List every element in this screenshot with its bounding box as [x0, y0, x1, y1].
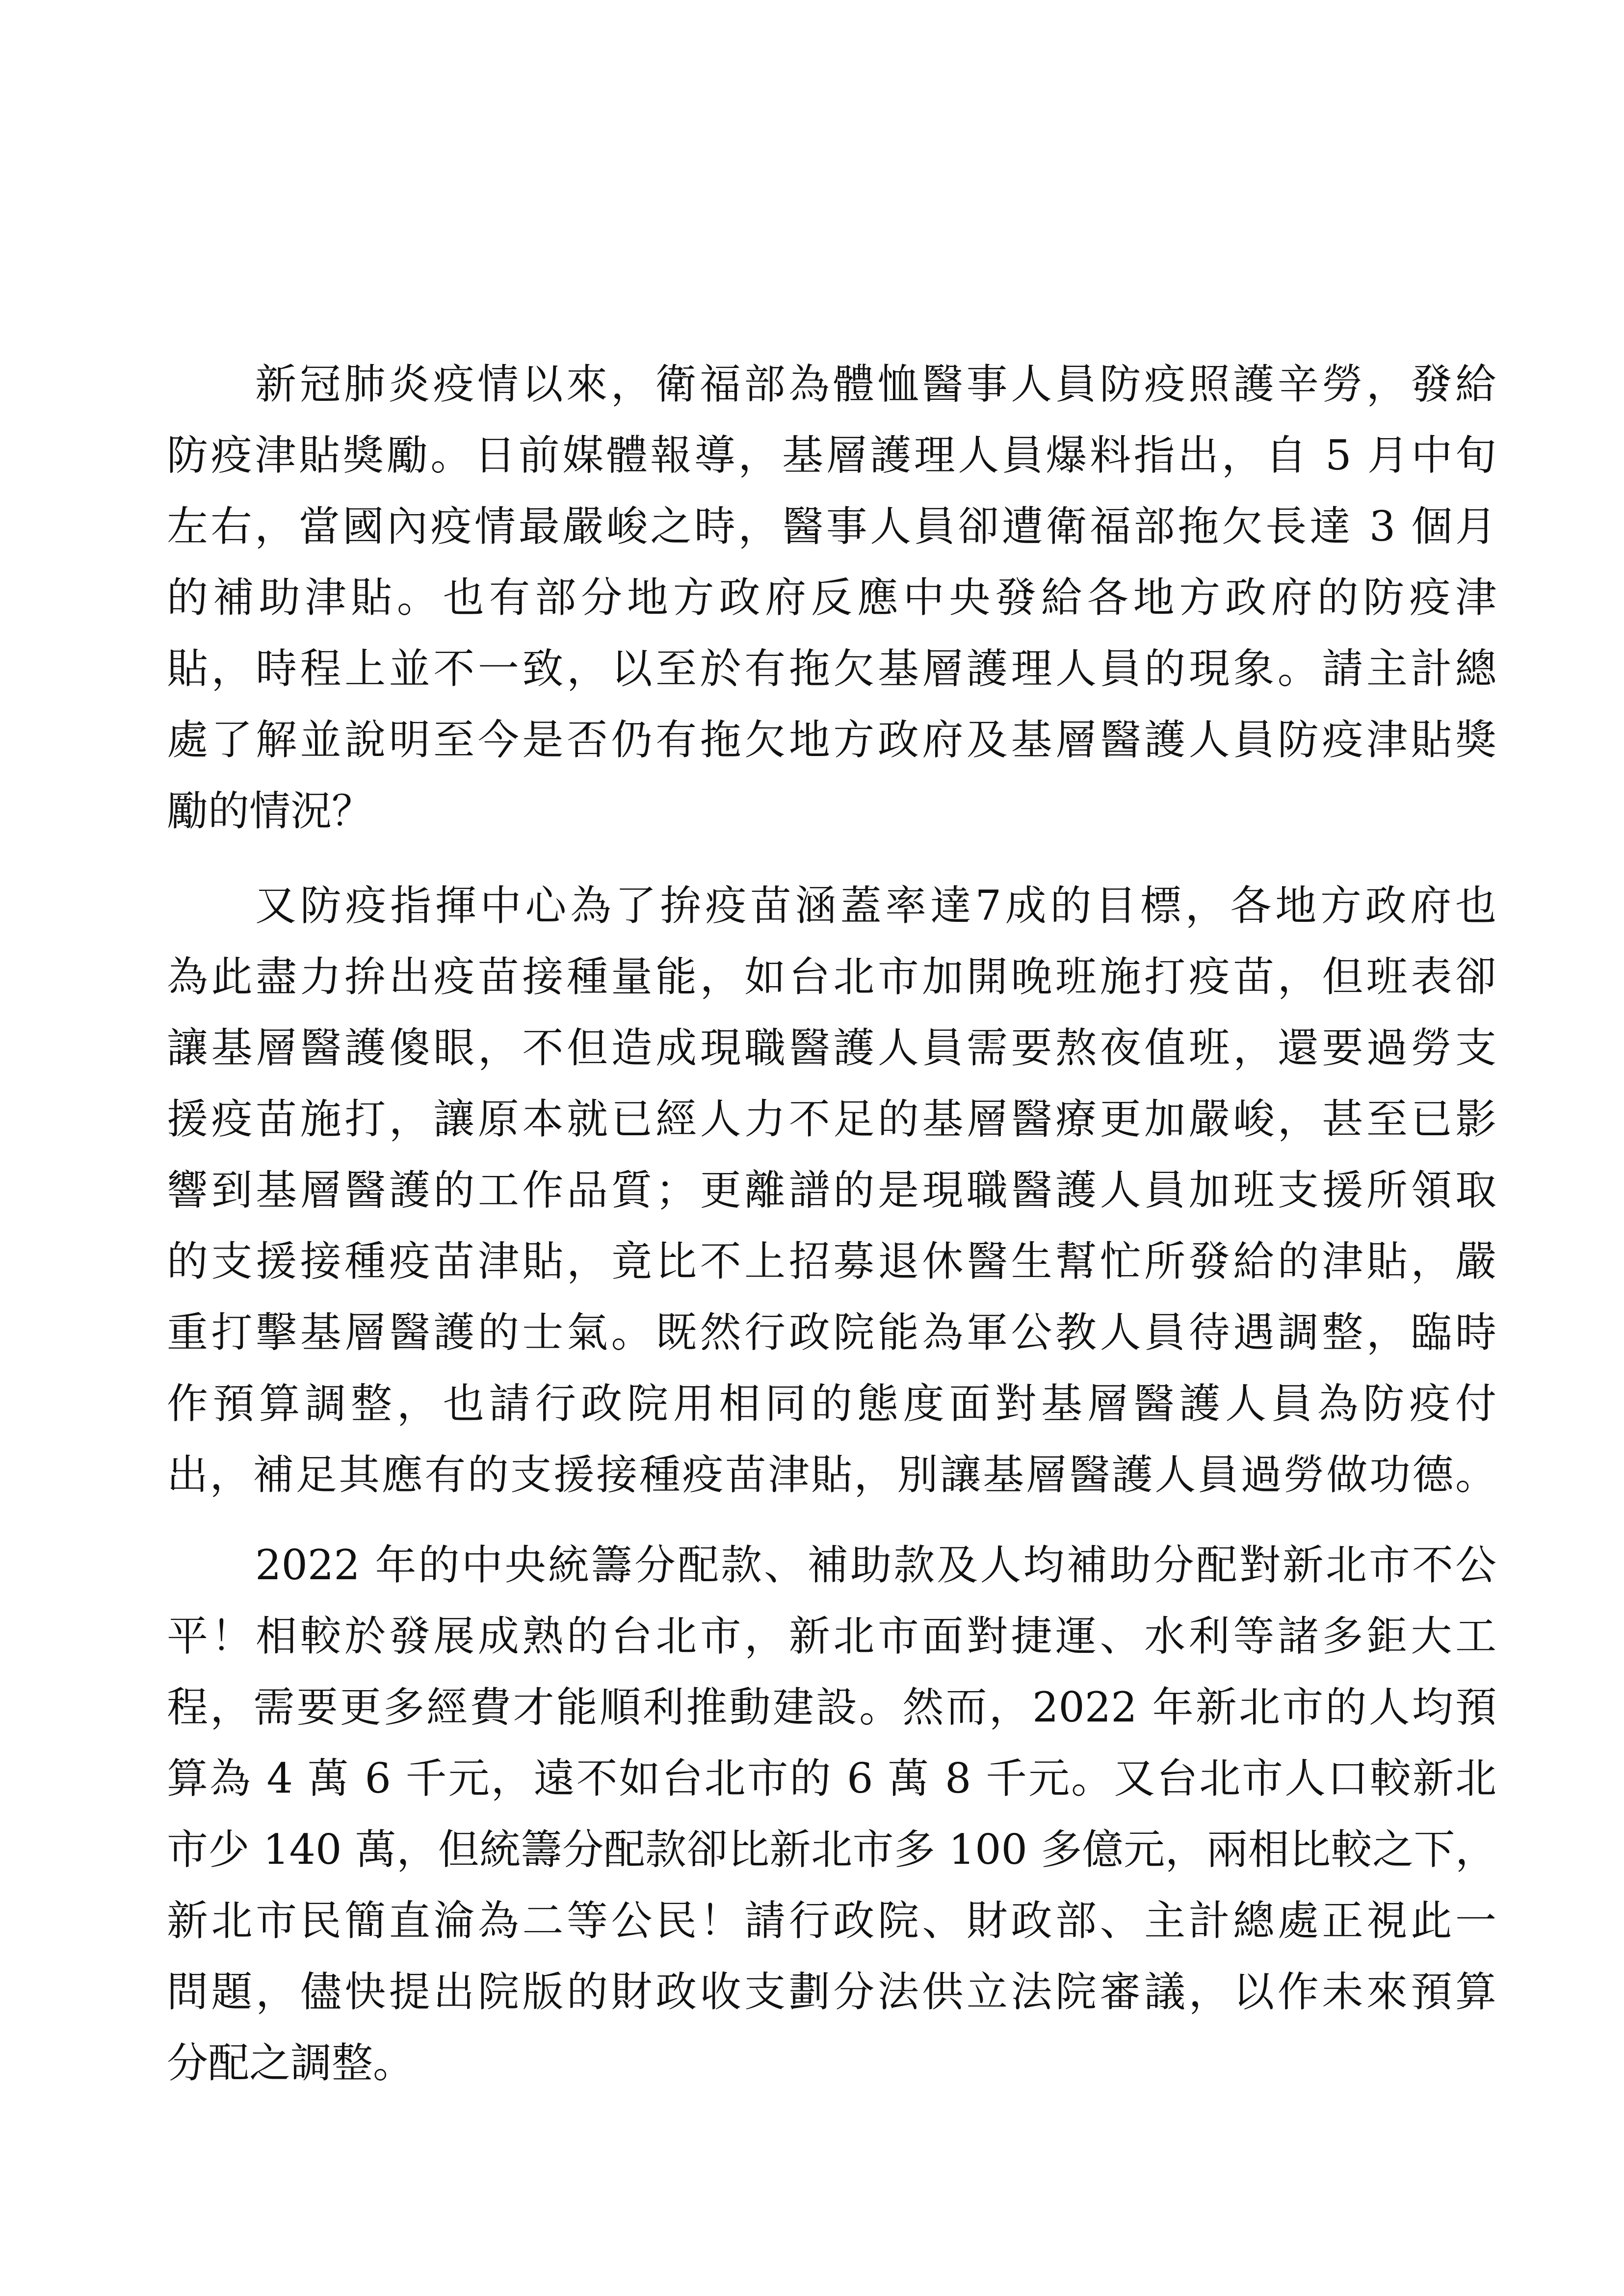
text-line: 貼，時程上並不一致，以至於有拖欠基層護理人員的現象。請主計總 [167, 645, 1496, 693]
text-line: 重打擊基層醫護的士氣。既然行政院能為軍公教人員待遇調整，臨時 [167, 1308, 1496, 1357]
text-line: 又防疫指揮中心為了拚疫苗涵蓋率達7成的目標，各地方政府也 [255, 882, 1496, 930]
text-line: 2022 年的中央統籌分配款、補助款及人均補助分配對新北市不公 [255, 1541, 1496, 1589]
text-line: 讓基層醫護傻眼，不但造成現職醫護人員需要熬夜值班，還要過勞支 [167, 1024, 1496, 1072]
text-line: 新北市民簡直淪為二等公民！請行政院、財政部、主計總處正視此一 [167, 1897, 1496, 1945]
text-line: 問題，儘快提出院版的財政收支劃分法供立法院審議，以作未來預算 [167, 1968, 1496, 2016]
paragraph-covid-allowance [167, 349, 1496, 847]
text-line: 算為 4 萬 6 千元，遠不如台北市的 6 萬 8 千元。又台北市人口較新北 [167, 1754, 1496, 1802]
text-line: 作預算調整，也請行政院用相同的態度面對基層醫護人員為防疫付 [167, 1380, 1496, 1428]
text-line: 響到基層醫護的工作品質；更離譜的是現職醫護人員加班支援所領取 [167, 1166, 1496, 1214]
text-line: 市少 140 萬，但統籌分配款卻比新北市多 100 多億元，兩相比較之下， [167, 1826, 1496, 1874]
text-line: 的補助津貼。也有部分地方政府反應中央發給各地方政府的防疫津 [167, 574, 1496, 622]
text-line: 左右，當國內疫情最嚴峻之時，醫事人員卻遭衛福部拖欠長達 3 個月 [167, 502, 1496, 550]
text-line: 勵的情況？ [167, 787, 373, 835]
text-line: 新冠肺炎疫情以來，衛福部為體恤醫事人員防疫照護辛勞，發給 [255, 360, 1496, 408]
text-line: 為此盡力拚出疫苗接種量能，如台北市加開晚班施打疫苗，但班表卻 [167, 953, 1496, 1001]
text-line: 程，需要更多經費才能順利推動建設。然而，2022 年新北市的人均預 [167, 1683, 1496, 1731]
text-line: 的支援接種疫苗津貼，竟比不上招募退休醫生幫忙所發給的津貼，嚴 [167, 1237, 1496, 1285]
text-line: 出，補足其應有的支援接種疫苗津貼，別讓基層醫護人員過勞做功德。 [167, 1451, 1496, 1499]
paragraph-budget-allocation [167, 1530, 1496, 2099]
paragraph-vaccination-allowance [167, 870, 1496, 1511]
text-line: 平！相較於發展成熟的台北市，新北市面對捷運、水利等諸多鉅大工 [167, 1612, 1496, 1660]
text-line: 分配之調整。 [167, 2039, 415, 2087]
text-line: 防疫津貼獎勵。日前媒體報導，基層護理人員爆料指出，自 5 月中旬 [167, 431, 1496, 479]
text-line: 處了解並說明至今是否仍有拖欠地方政府及基層醫護人員防疫津貼獎 [167, 716, 1496, 764]
text-line: 援疫苗施打，讓原本就已經人力不足的基層醫療更加嚴峻，甚至已影 [167, 1095, 1496, 1143]
